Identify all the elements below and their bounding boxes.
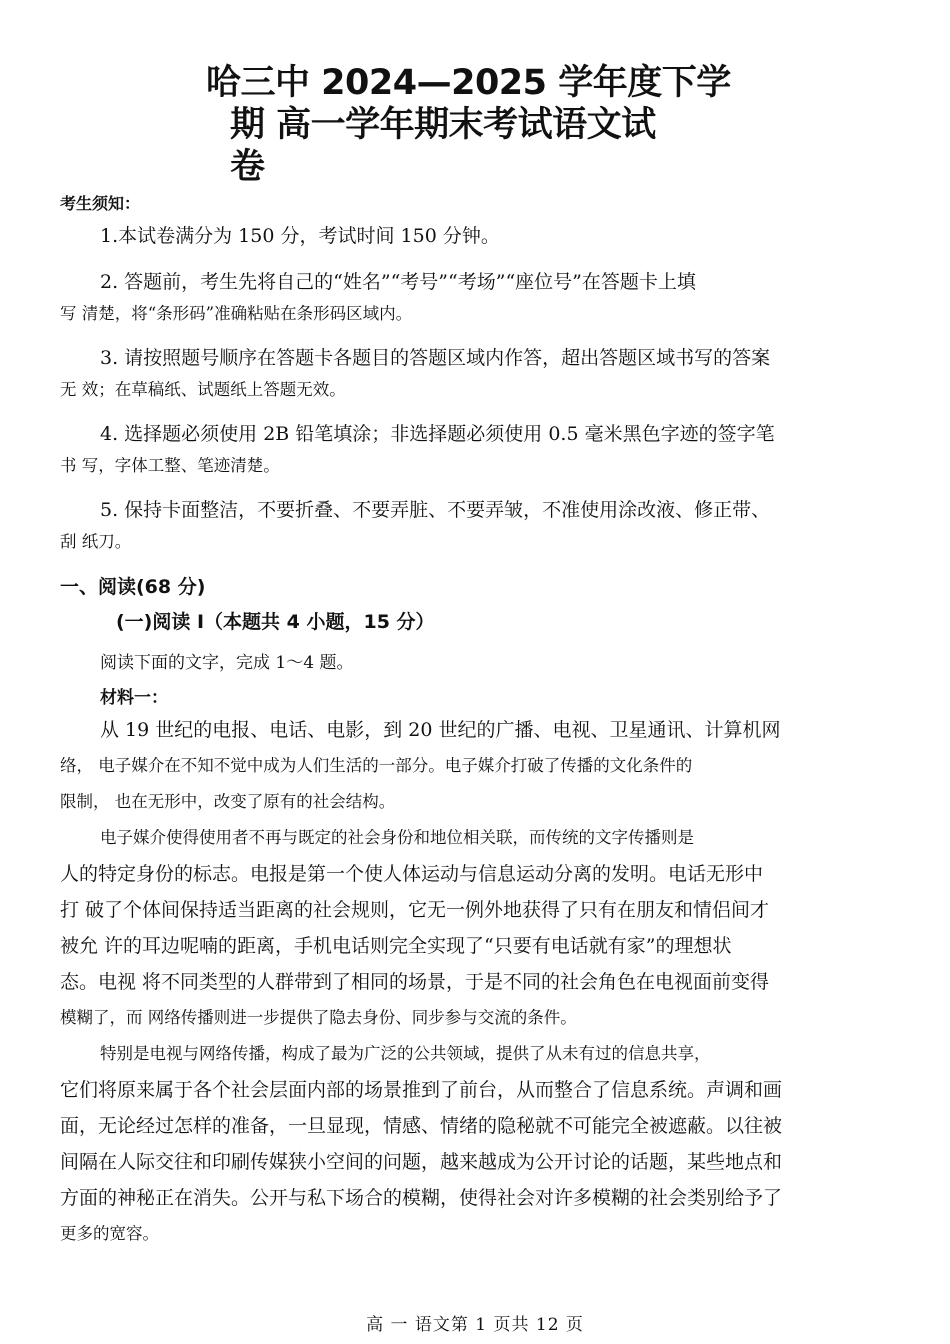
passage-line: 特别是电视与网络传播，构成了最为广泛的公共领域，提供了从未有过的信息共享， (100, 1044, 711, 1063)
notice-item-continuation: 无 效；在草稿纸、试题纸上答题无效。 (60, 380, 346, 399)
title-line-2: 期 高一学年期末考试语文试 (230, 105, 656, 145)
title-line-3: 卷 (230, 147, 265, 187)
passage-line: 从 19 世纪的电报、电话、电影，到 20 世纪的广播、电视、卫星通讯、计算机网 (100, 719, 781, 741)
notice-heading: 考生须知： (60, 194, 141, 213)
passage-line: 电子媒介使得使用者不再与既定的社会身份和地位相关联，而传统的文字传播则是 (100, 828, 694, 847)
notice-item (60, 494, 870, 557)
reading-instruction: 阅读下面的文字，完成 1～4 题。 (100, 653, 354, 673)
passage-line: 方面的神秘正在消失。公开与私下场合的模糊，使得社会对许多模糊的社会类别给予了 (60, 1187, 783, 1209)
notice-item (60, 220, 870, 253)
notice-item-continuation: 写 清楚，将“条形码”准确粘贴在条形码区域内。 (60, 304, 413, 323)
material-label: 材料一： (100, 688, 168, 708)
passage-line: 络， 电子媒介在不知不觉中成为人们生活的一部分。电子媒介打破了传播的文化条件的 (60, 756, 693, 775)
passage-line: 模糊了，而 网络传播则进一步提供了隐去身份、同步参与交流的条件。 (60, 1008, 577, 1027)
passage-line: 打 破了个体间保持适当距离的社会规则，它无一例外地获得了只有在朋友和情侣间才 (60, 899, 770, 921)
notice-item-text: 5. 保持卡面整洁，不要折叠、不要弄脏、不要弄皱，不准使用涂改液、修正带、 (100, 499, 771, 521)
notice-list (60, 220, 870, 570)
page-footer: 高 一 语文第 1 页共 12 页 (366, 1315, 584, 1335)
notice-item-continuation: 书 写，字体工整、笔迹清楚。 (60, 456, 280, 475)
passage-line: 更多的宽容。 (60, 1224, 159, 1243)
section-title: 一、阅读(68 分) (60, 576, 206, 598)
subsection-title: (一)阅读 Ⅰ（本题共 4 小题，15 分） (116, 611, 435, 633)
notice-item-text: 2. 答题前，考生先将自己的“姓名”“考号”“考场”“座位号”在答题卡上填 (100, 271, 696, 293)
exam-title (206, 62, 731, 188)
notice-item-text: 3. 请按照题号顺序在答题卡各题目的答题区域内作答，超出答题区域书写的答案 (100, 347, 771, 369)
notice-item (60, 418, 870, 481)
passage-line: 面，无论经过怎样的准备，一旦显现，情感、情绪的隐秘就不可能完全被遮蔽。以往被 (60, 1115, 783, 1137)
passage-line: 态。电视 将不同类型的人群带到了相同的场景，于是不同的社会角色在电视面前变得 (60, 971, 770, 993)
passage (60, 712, 880, 1252)
notice-item (60, 342, 870, 405)
passage-line: 它们将原来属于各个社会层面内部的场景推到了前台，从而整合了信息系统。声调和画 (60, 1079, 783, 1101)
notice-item-continuation: 刮 纸刀。 (60, 532, 132, 551)
passage-line: 间隔在人际交往和印刷传媒狭小空间的问题，越来越成为公开讨论的话题，某些地点和 (60, 1151, 783, 1173)
notice-item (60, 266, 870, 329)
notice-item-text: 4. 选择题必须使用 2B 铅笔填涂；非选择题必须使用 0.5 毫米黑色字迹的签字笔 (100, 423, 775, 445)
passage-line: 被允 许的耳边呢喃的距离，手机电话则完全实现了“只要有电话就有家”的理想状 (60, 935, 732, 957)
title-line-1: 哈三中 2024—2025 学年度下学 (206, 63, 731, 103)
notice-item-text: 1.本试卷满分为 150 分，考试时间 150 分钟。 (100, 225, 500, 247)
passage-line: 人的特定身份的标志。电报是第一个使人体运动与信息运动分离的发明。电话无形中 (60, 863, 764, 885)
passage-line: 限制， 也在无形中，改变了原有的社会结构。 (60, 792, 396, 811)
